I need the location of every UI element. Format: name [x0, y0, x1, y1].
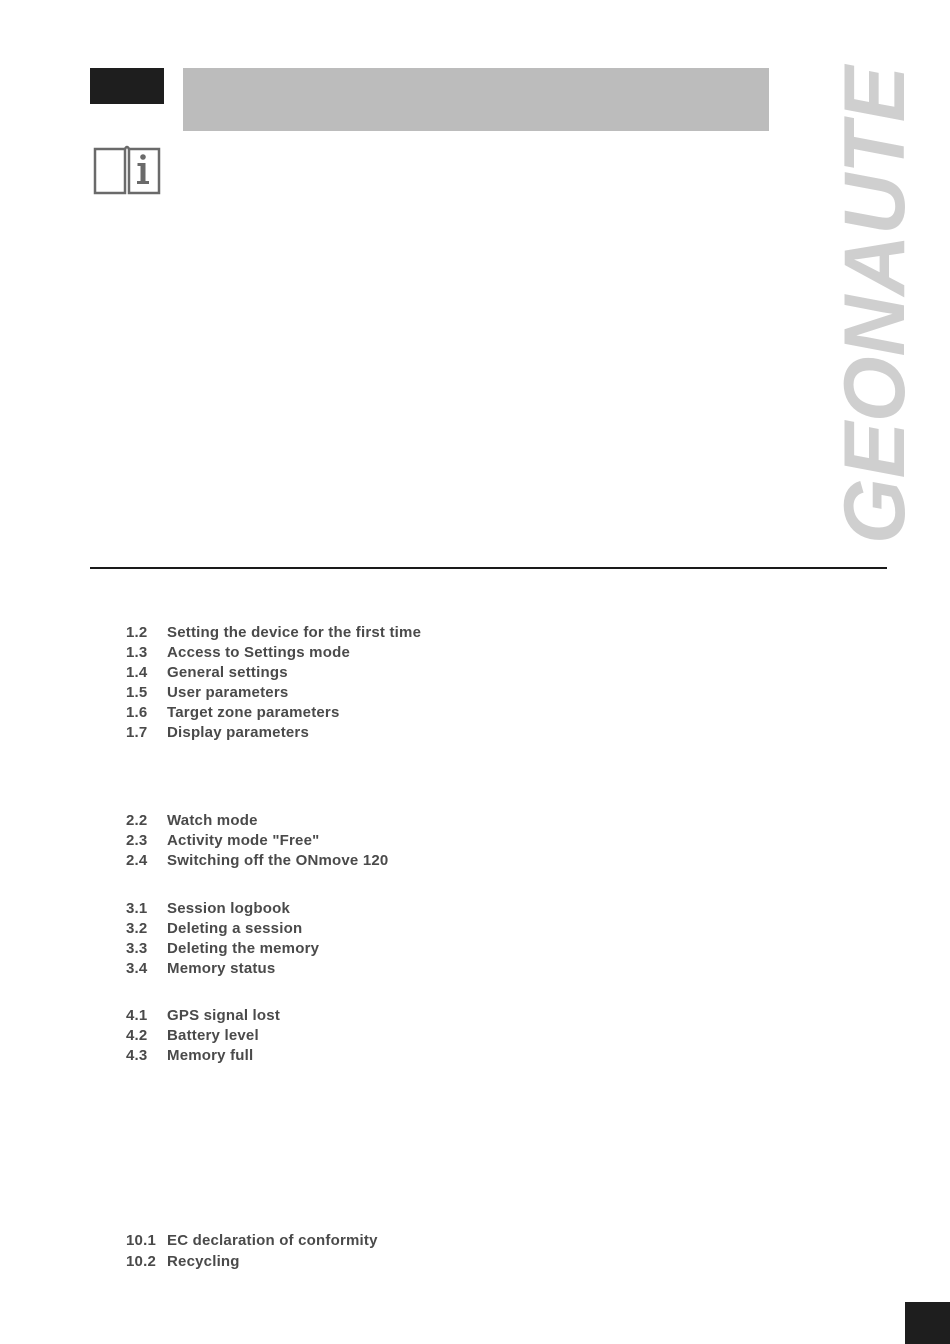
toc-title: Setting the device for the first time — [167, 624, 422, 641]
toc-item — [126, 643, 350, 663]
toc-item — [126, 703, 340, 723]
toc-title: Deleting the memory — [167, 940, 320, 957]
toc-title: General settings — [167, 664, 288, 681]
toc-title: Target zone parameters — [167, 704, 340, 721]
toc-item — [126, 919, 302, 939]
toc-item — [126, 683, 288, 703]
toc-number: 3.2 — [126, 920, 148, 937]
geonaute-logo-text: GEONAUTE — [827, 56, 923, 544]
toc-title: Battery level — [167, 1027, 259, 1044]
toc-number: 4.1 — [126, 1007, 148, 1024]
toc-number: 1.7 — [126, 724, 148, 741]
header-black-tab — [90, 68, 164, 104]
toc-number: 1.5 — [126, 684, 148, 701]
geonaute-logo — [827, 56, 923, 550]
header-grey-banner — [183, 68, 769, 131]
toc-item — [126, 1026, 259, 1046]
toc-title: Memory full — [167, 1047, 254, 1064]
toc-item — [126, 851, 388, 871]
toc-number: 3.4 — [126, 960, 148, 977]
toc-title: Recycling — [167, 1253, 240, 1270]
toc-number: 3.3 — [126, 940, 148, 957]
toc-title: Memory status — [167, 960, 276, 977]
toc-item — [126, 959, 275, 979]
section-divider — [90, 567, 887, 569]
toc-item — [126, 899, 290, 919]
toc-item — [126, 623, 421, 643]
toc-number: 4.3 — [126, 1047, 148, 1064]
toc-item — [126, 811, 258, 831]
toc-item — [126, 663, 288, 683]
toc-title: Switching off the ONmove 120 — [167, 852, 389, 869]
toc-number: 2.4 — [126, 852, 148, 869]
toc-item — [126, 1231, 378, 1251]
toc-number: 10.1 — [126, 1232, 156, 1249]
toc-item — [126, 831, 319, 851]
toc-number: 2.2 — [126, 812, 148, 829]
toc-title: User parameters — [167, 684, 289, 701]
manual-info-icon — [92, 143, 162, 197]
toc-item — [126, 939, 319, 959]
toc-number: 1.4 — [126, 664, 148, 681]
toc-item — [126, 1006, 280, 1026]
toc-title: Display parameters — [167, 724, 310, 741]
toc-number: 4.2 — [126, 1027, 148, 1044]
toc-number: 1.3 — [126, 644, 148, 661]
toc-number: 1.6 — [126, 704, 148, 721]
toc-number: 3.1 — [126, 900, 148, 917]
toc-title: EC declaration of conformity — [167, 1232, 378, 1249]
toc-item — [126, 1046, 253, 1066]
toc-item — [126, 723, 309, 743]
toc-title: Access to Settings mode — [167, 644, 350, 661]
toc-title: Watch mode — [167, 812, 258, 829]
toc-number: 2.3 — [126, 832, 148, 849]
toc-title: Deleting a session — [167, 920, 303, 937]
page-corner-tab — [905, 1302, 950, 1344]
toc-item — [126, 1252, 240, 1272]
toc-title: Session logbook — [167, 900, 291, 917]
toc-title: Activity mode "Free" — [167, 832, 320, 849]
toc-number: 10.2 — [126, 1253, 156, 1270]
toc-number: 1.2 — [126, 624, 148, 641]
toc-title: GPS signal lost — [167, 1007, 281, 1024]
